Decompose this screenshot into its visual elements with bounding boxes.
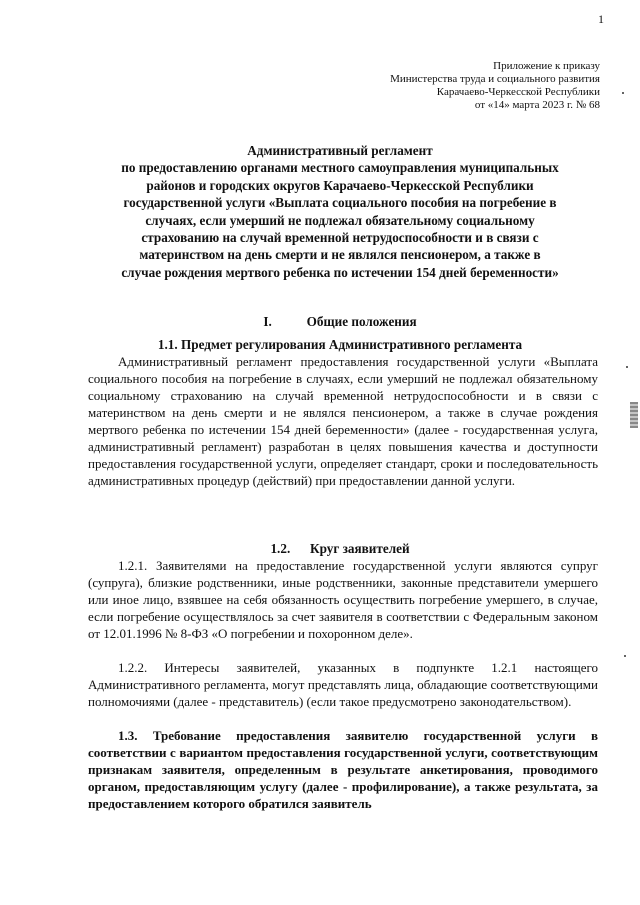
annex-line: Приложение к приказу bbox=[493, 60, 600, 72]
margin-stamp bbox=[630, 402, 638, 428]
title-line: случаях, если умерший не подлежал обязательному социальному bbox=[145, 212, 535, 228]
title-line: районов и городских округов Карачаево-Черкесской Республики bbox=[146, 177, 534, 193]
section-heading bbox=[80, 313, 600, 330]
annex-line: Министерства труда и социального развития bbox=[390, 73, 600, 85]
subsection-heading-1-1: 1.1. Предмет регулирования Административного регламента bbox=[157, 337, 523, 352]
title-line: государственной услуги «Выплата социального пособия на погребение в bbox=[123, 195, 557, 211]
scan-dot bbox=[622, 92, 624, 94]
title-line: материнством на день смерти и не являлся пенсионером, а также в bbox=[139, 247, 541, 263]
paragraph-1-3: 1.3. Требование предоставления заявителю государственной услуги в соответствии с вариантом предоставления государственной услуги, соответствующим признакам заявителя, определенным в результате анкетирования, проводимого органом, предоставляющим услугу (далее - профилирование), а также результата, за предоставлением которого обратился заявитель bbox=[88, 728, 598, 811]
paragraph-1-2-1: 1.2.1. Заявителями на предоставление государственной услуги являются супруг (супруга), близкие родственники, иные родственники, законные представители умершего или иное лицо, взявшее на себя обязанность осуществить погребение умершего, в случае, если погребение осуществлялось за счет заявителя в соответствии с Федеральным законом от 12.01.1996 № 8-ФЗ «О погребении и похоронном деле». bbox=[88, 558, 598, 641]
annex-line: от «14» марта 2023 г. № 68 bbox=[474, 99, 600, 111]
section-title: Общие положения bbox=[306, 314, 417, 329]
subsection-heading-1-2: 1.2. Круг заявителей bbox=[270, 541, 410, 556]
page-number: 1 bbox=[598, 12, 604, 26]
paragraph-1-1: Административный регламент предоставления государственной услуги «Выплата социального пособия на погребение в случаях, если умерший не подлежал обязательному социальному страхованию на случай временной нетрудоспособности и в связи с материнством на день смерти и не являлся пенсионером, а также в случае рождения мертвого ребенка по истечении 154 дней беременности» (далее - государственная услуга, административный регламент) разработан в целях повышения качества и доступности предоставления государственной услуги, определяет стандарт, сроки и последовательность административных процедур (действий) при предоставлении данной услуги. bbox=[88, 354, 598, 488]
scan-dot bbox=[624, 655, 626, 657]
paragraph-1-2-2: 1.2.2. Интересы заявителей, указанных в подпункте 1.2.1 настоящего Административного регламента, могут представлять лица, обладающие соответствующими полномочиями (далее - представитель) (если такое предусмотрено законодательством). bbox=[88, 660, 598, 709]
title-line: по предоставлению органами местного самоуправления муниципальных bbox=[121, 160, 559, 176]
annex-line: Карачаево-Черкесской Республики bbox=[436, 86, 600, 98]
section-number: I. bbox=[263, 314, 272, 329]
scan-dot bbox=[626, 366, 628, 368]
document-title bbox=[80, 142, 600, 281]
title-line: случае рождения мертвого ребенка по истечении 154 дней беременности» bbox=[121, 264, 559, 280]
title-line: Административный регламент bbox=[247, 143, 433, 158]
title-line: страхованию на случай временной нетрудоспособности и в связи с bbox=[141, 230, 539, 246]
annex-note bbox=[280, 60, 600, 112]
